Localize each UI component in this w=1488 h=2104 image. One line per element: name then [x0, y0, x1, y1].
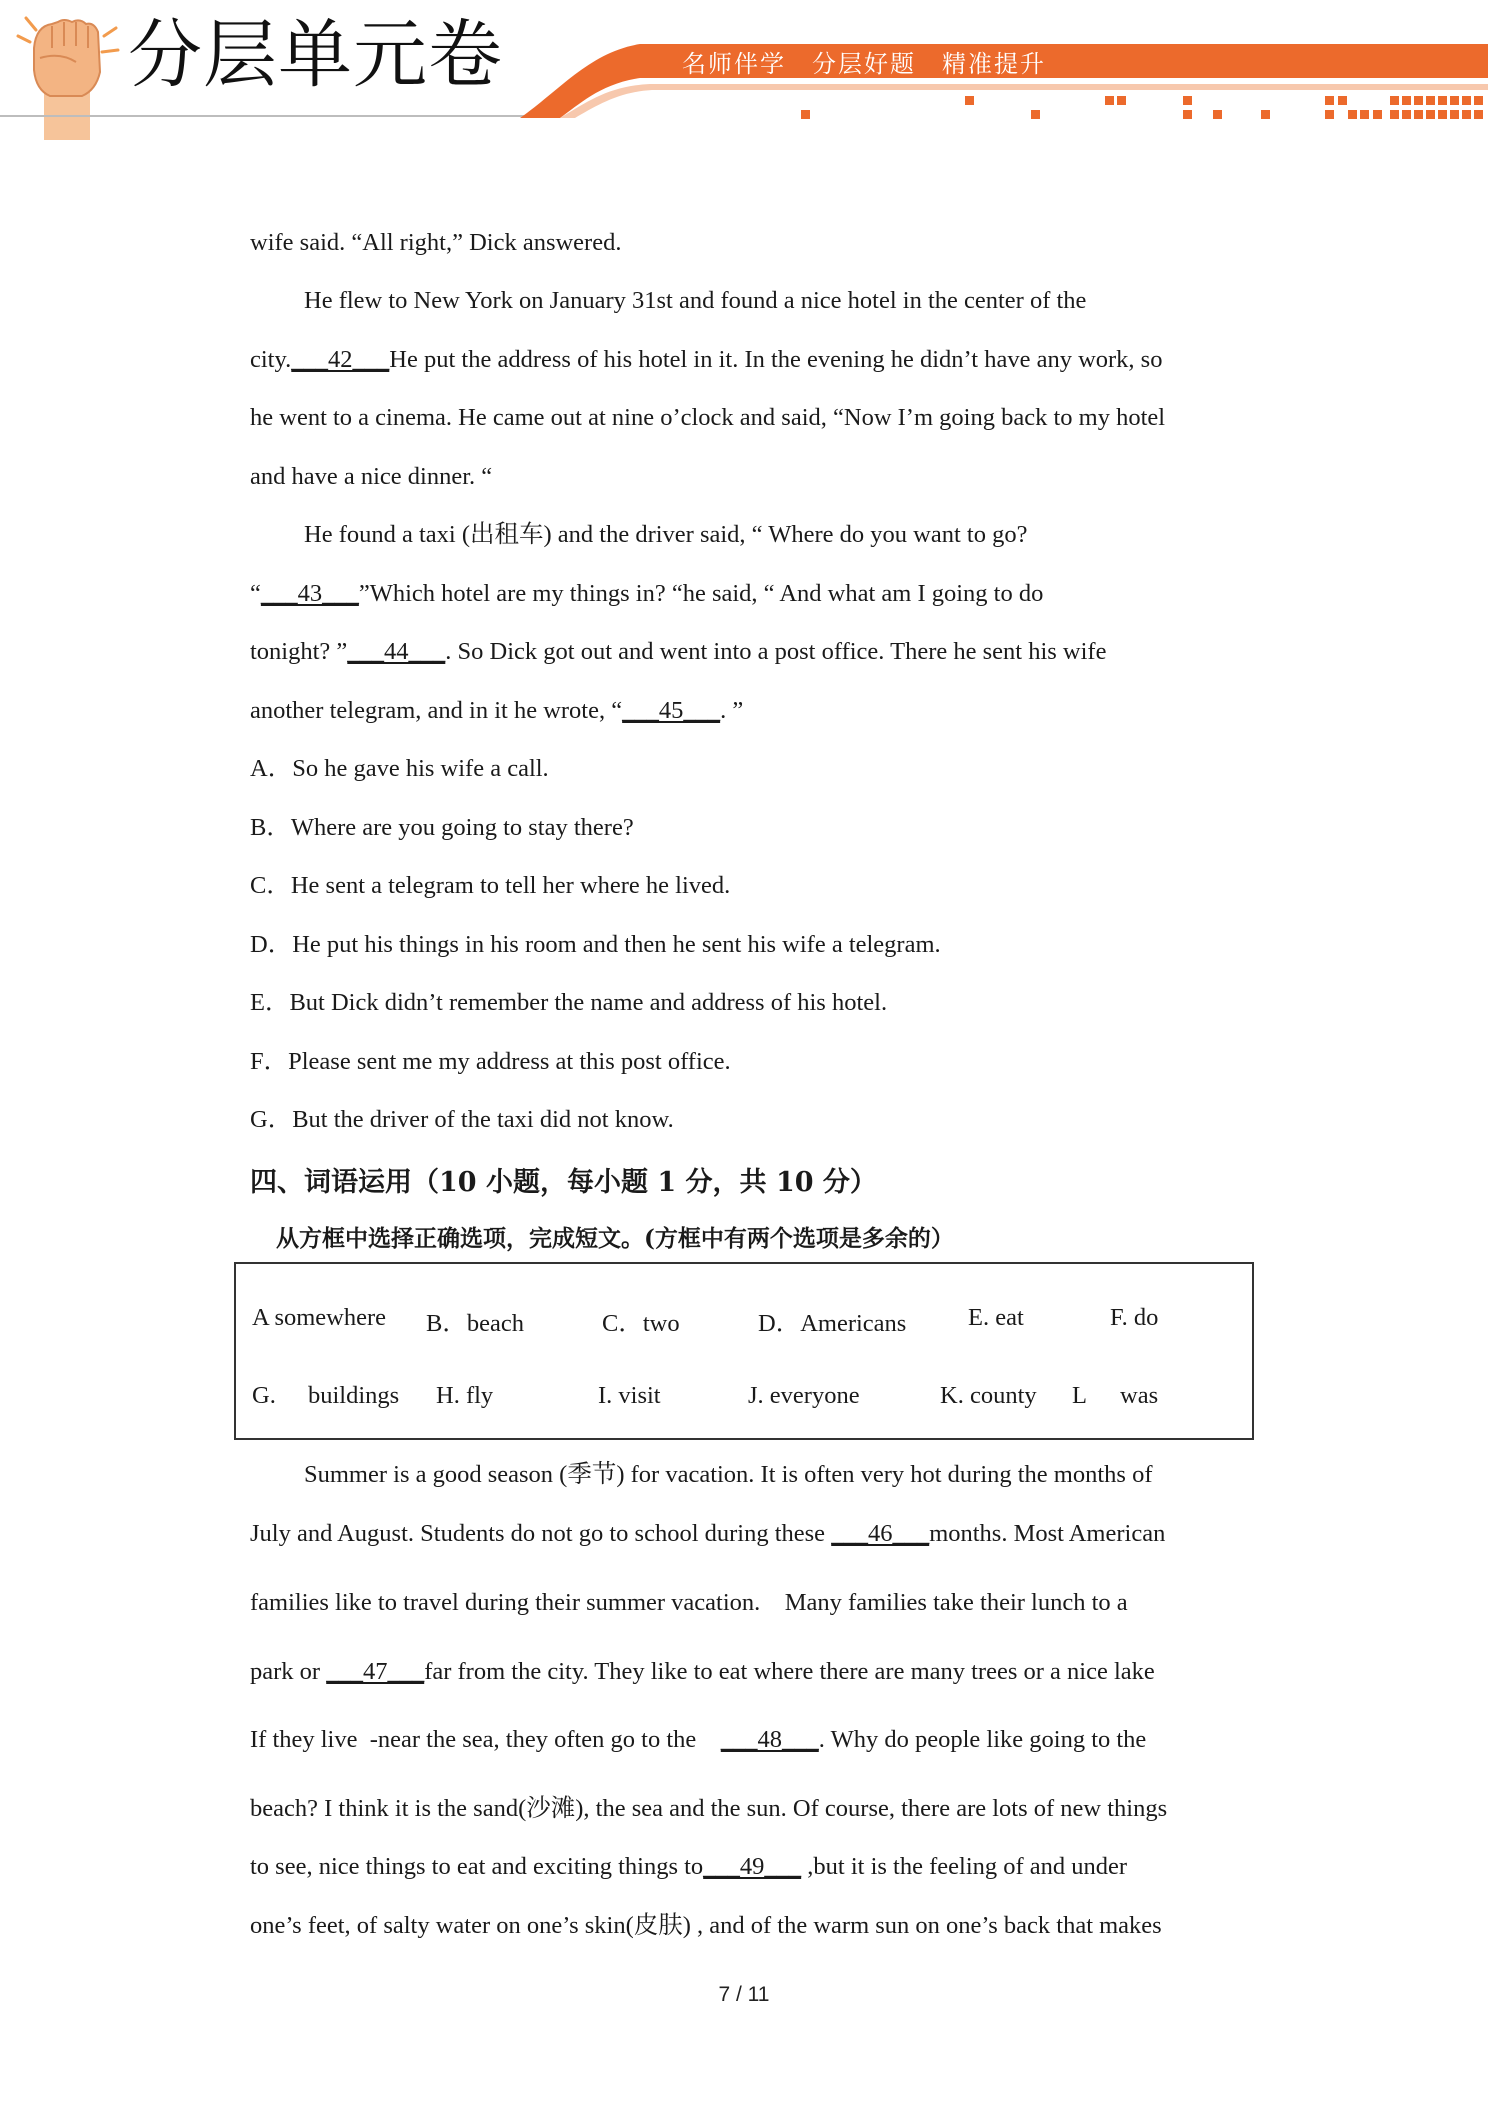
blank-48[interactable]: ___48___	[720, 1726, 819, 1753]
option-c: C．He sent a telegram to tell her where he lived.	[250, 872, 731, 899]
word-option: L	[1072, 1382, 1087, 1409]
page-number: 7 / 11	[718, 1983, 770, 2006]
passage-line: to see, nice things to eat and exciting things to___49___ ,but it is the feeling of and under	[250, 1853, 1128, 1880]
blank-43[interactable]: ___43___	[260, 580, 359, 607]
passage-line: park or ___47___far from the city. They like to eat where there are many trees or a nice lake	[250, 1658, 1155, 1685]
passage-line: Summer is a good season (季节) for vacation. It is often very hot during the months of	[304, 1461, 1153, 1488]
word-option: buildings	[308, 1382, 400, 1409]
word-option: H. fly	[436, 1382, 494, 1409]
section-instruction: 从方框中选择正确选项，完成短文。(方框中有两个选项是多余的）	[276, 1225, 954, 1252]
option-b: B．Where are you going to stay there?	[250, 814, 634, 841]
fist-icon	[18, 18, 118, 140]
passage-line: He flew to New York on January 31st and found a nice hotel in the center of the	[304, 287, 1087, 314]
section-heading: 四、词语运用（10 小题，每小题 1 分，共 10 分）	[250, 1167, 877, 1198]
option-a: A．So he gave his wife a call.	[250, 755, 549, 782]
word-option: A somewhere	[252, 1304, 387, 1331]
option-d: D．He put his things in his room and then he sent his wife a telegram.	[250, 931, 941, 958]
blank-47[interactable]: ___47___	[326, 1658, 425, 1685]
passage-line: If they live -near the sea, they often go to the ___48___. Why do people like going to the	[250, 1726, 1147, 1753]
passage-line: He found a taxi (出租车) and the driver said, “ Where do you want to go?	[304, 521, 1028, 548]
passage-line: another telegram, and in it he wrote, “___45___. ”	[250, 697, 744, 724]
passage-line: beach? I think it is the sand(沙滩), the sea and the sun. Of course, there are lots of new things	[250, 1795, 1168, 1822]
blank-45[interactable]: ___45___	[622, 697, 721, 724]
brand-slogan: 名师伴学 分层好题 精准提升	[682, 50, 1046, 78]
word-option: G.	[252, 1382, 276, 1409]
blank-44[interactable]: ___44___	[347, 638, 446, 665]
brand-title: 分层单元卷	[128, 12, 503, 98]
passage-line: city.___42___He put the address of his hotel in it. In the evening he didn’t have any work, so	[250, 346, 1163, 373]
word-option: was	[1120, 1382, 1159, 1409]
word-option: D．Americans	[758, 1310, 907, 1337]
passage-line: “___43___”Which hotel are my things in? “he said, “ And what am I going to do	[250, 580, 1044, 607]
blank-42[interactable]: ___42___	[291, 346, 390, 373]
word-option: F. do	[1110, 1304, 1159, 1331]
word-option: C．two	[602, 1310, 680, 1337]
option-e: E．But Dick didn’t remember the name and address of his hotel.	[250, 989, 888, 1016]
header-banner	[0, 0, 1488, 140]
passage-line: he went to a cinema. He came out at nine o’clock and said, “Now I’m going back to my hotel	[250, 404, 1166, 431]
passage-line: and have a nice dinner. “	[250, 463, 493, 490]
word-option: J. everyone	[748, 1382, 860, 1409]
word-option: B．beach	[426, 1310, 524, 1337]
blank-46[interactable]: ___46___	[831, 1520, 930, 1547]
word-option: E. eat	[968, 1304, 1024, 1331]
passage-line: families like to travel during their summer vacation. Many families take their lunch to a	[250, 1589, 1128, 1616]
passage-line: tonight? ”___44___. So Dick got out and went into a post office. There he sent his wife	[250, 638, 1107, 665]
word-option: I. visit	[598, 1382, 661, 1409]
passage-line: wife said. “All right,” Dick answered.	[250, 229, 622, 256]
blank-49[interactable]: ___49___	[703, 1853, 802, 1880]
word-option: K. county	[940, 1382, 1037, 1409]
passage-line: one’s feet, of salty water on one’s skin(皮肤) , and of the warm sun on one’s back that makes	[250, 1912, 1162, 1939]
option-f: F．Please sent me my address at this post office.	[250, 1048, 731, 1075]
option-g: G．But the driver of the taxi did not know.	[250, 1106, 674, 1133]
passage-line: July and August. Students do not go to school during these ___46___months. Most American	[250, 1520, 1166, 1547]
word-bank-box	[234, 1262, 1254, 1440]
